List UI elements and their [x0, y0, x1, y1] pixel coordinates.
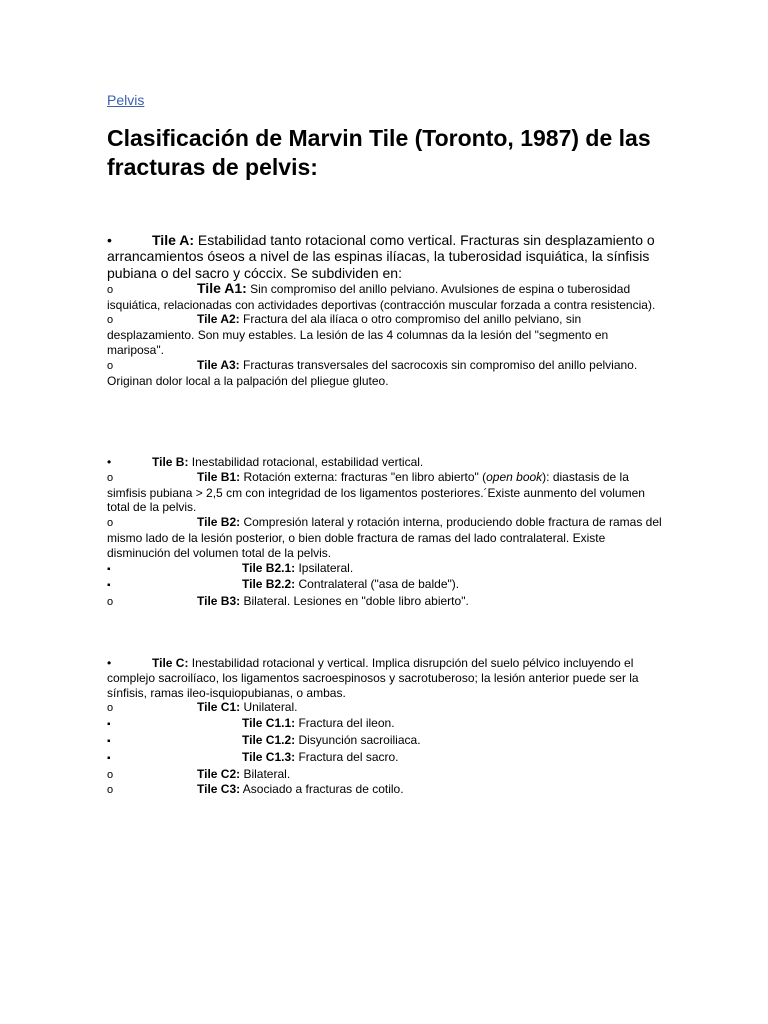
- tile-b21-label: Tile B2.1:: [242, 560, 296, 575]
- tile-a2-label: Tile A2:: [197, 312, 240, 327]
- tile-b3-text: Bilateral. Lesiones en "doble libro abierto".: [240, 594, 469, 609]
- tile-c12-text: Disyunción sacroiliaca.: [295, 732, 421, 747]
- tile-a1-label: Tile A1:: [197, 279, 247, 296]
- tile-c-text: Inestabilidad rotacional y vertical. Implica disrupción del suelo pélvico incluyendo el complejo sacroilíaco, los ligamentos sacroespinosos y sacrotuberoso; la lesión anterior puede ser la sínfisis, ramas ileo-isquiopubianas, o ambas.: [107, 656, 639, 700]
- tile-c13-text: Fractura del sacro.: [295, 749, 399, 764]
- square-marker: ▪: [107, 580, 111, 592]
- tile-c3-text: Asociado a fracturas de cotilo.: [240, 782, 404, 797]
- tile-c13-item: [107, 750, 662, 767]
- tile-c11-text: Fractura del ileon.: [295, 716, 395, 731]
- tile-b-item: [107, 455, 662, 470]
- tile-b21-item: [107, 561, 662, 578]
- tile-c-item: [107, 656, 662, 700]
- tile-c1-label: Tile C1:: [197, 700, 241, 715]
- bullet-marker: •: [107, 232, 112, 248]
- tile-b1-item: [107, 470, 662, 515]
- tile-a2-text: Fractura del ala ilíaca o otro compromiso del anillo pelviano, sin desplazamiento. Son muy estables. La lesión de las 4 columnas da la lesión del "segmento en mariposa".: [107, 312, 609, 358]
- tile-b22-item: [107, 577, 662, 594]
- tile-a1-text: Sin compromiso del anillo pelviano. Avulsiones de espina o tuberosidad isquiática, relacionadas con actividades deportivas (contracción muscular forzada a contra resistencia).: [107, 281, 656, 312]
- section-tile-b: [107, 455, 662, 610]
- tile-b2-item: [107, 515, 662, 560]
- circle-marker: o: [107, 283, 114, 296]
- circle-marker: o: [107, 517, 114, 530]
- tile-a-label: Tile A:: [152, 232, 195, 248]
- tile-c3-item: [107, 782, 662, 798]
- tile-a3-label: Tile A3:: [197, 357, 240, 372]
- section-tile-a: [107, 232, 662, 388]
- tile-c1-text: Unilateral.: [240, 700, 298, 715]
- circle-marker: o: [107, 702, 114, 715]
- tile-c3-label: Tile C3:: [197, 782, 241, 797]
- pelvis-link[interactable]: Pelvis: [107, 92, 145, 108]
- tile-c2-item: [107, 767, 662, 783]
- section-tile-c: [107, 656, 662, 798]
- tile-b1-text-after: ): diastasis de la simfisis pubiana > 2,5 cm con integridad de los ligamentos posteriores.´Existe aunmento del volumen total de la pelvis.: [107, 469, 645, 515]
- tile-b21-text: Ipsilateral.: [295, 560, 354, 575]
- circle-marker: o: [107, 359, 114, 372]
- tile-a3-item: [107, 358, 662, 389]
- circle-marker: o: [107, 314, 114, 327]
- tile-c2-label: Tile C2:: [197, 766, 241, 781]
- circle-marker: o: [107, 471, 114, 484]
- square-marker: ▪: [107, 719, 111, 731]
- tile-b3-label: Tile B3:: [197, 594, 241, 609]
- circle-marker: o: [107, 596, 114, 609]
- square-marker: ▪: [107, 563, 111, 575]
- tile-c12-label: Tile C1.2:: [242, 732, 296, 747]
- tile-c11-label: Tile C1.1:: [242, 716, 296, 731]
- tile-a1-item: [107, 281, 662, 313]
- tile-c13-label: Tile C1.3:: [242, 749, 296, 764]
- tile-b-label: Tile B:: [152, 455, 189, 469]
- tile-a2-item: [107, 312, 662, 357]
- square-marker: ▪: [107, 752, 111, 764]
- tile-b22-text: Contralateral ("asa de balde").: [295, 577, 460, 592]
- tile-b-text: Inestabilidad rotacional, estabilidad vertical.: [188, 455, 424, 469]
- tile-a-item: [107, 232, 662, 281]
- square-marker: ▪: [107, 735, 111, 747]
- tile-b1-label: Tile B1:: [197, 469, 241, 484]
- tile-c-label: Tile C:: [152, 656, 189, 670]
- tile-b1-text: Rotación externa: fracturas "en libro abierto" (: [240, 469, 487, 484]
- page-title: Clasificación de Marvin Tile (Toronto, 1987) de las fracturas de pelvis:: [107, 125, 651, 180]
- tile-a-text: Estabilidad tanto rotacional como vertical. Fracturas sin desplazamiento o arrancamientos óseos a nivel de las espinas ilíacas, la tuberosidad isquiática, la sínfisis pubiana o del sacro y cóccix. Se subdividen en:: [107, 232, 655, 281]
- tile-b2-text: Compresión lateral y rotación interna, produciendo doble fractura de ramas del mismo lado de la lesión posterior, o bien doble fractura de ramas del lado contralateral. Existe disminución del volumen total de la pelvis.: [107, 515, 662, 560]
- circle-marker: o: [107, 768, 114, 781]
- tile-b1-italic: open book: [486, 469, 543, 484]
- tile-c11-item: [107, 716, 662, 733]
- tile-a3-text: Fracturas transversales del sacrocoxis sin compromiso del anillo pelviano. Originan dolor local a la palpación del pliegue gluteo.: [107, 357, 638, 388]
- tile-b3-item: [107, 594, 662, 610]
- tile-c12-item: [107, 733, 662, 750]
- tile-b2-label: Tile B2:: [197, 515, 241, 530]
- bullet-marker: •: [107, 656, 112, 670]
- tile-c1-item: [107, 700, 662, 716]
- tile-b22-label: Tile B2.2:: [242, 577, 296, 592]
- circle-marker: o: [107, 784, 114, 797]
- bullet-marker: •: [107, 455, 112, 469]
- tile-c2-text: Bilateral.: [240, 766, 291, 781]
